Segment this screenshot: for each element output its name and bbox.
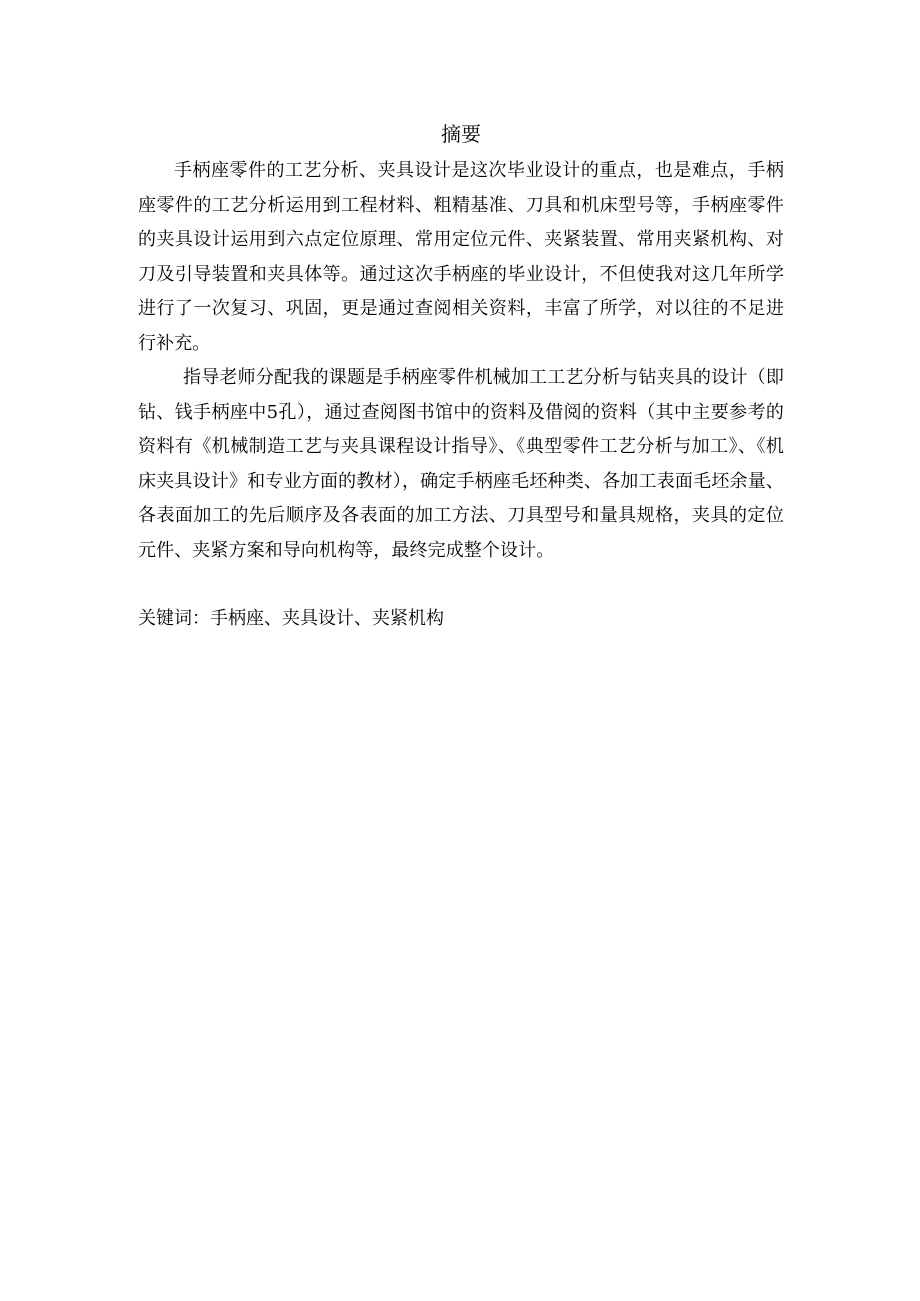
keywords-line: 关键词：手柄座、夹具设计、夹紧机构 [138, 608, 444, 629]
abstract-paragraph-1: 手柄座零件的工艺分析、夹具设计是这次毕业设计的重点，也是难点，手柄座零件的工艺分析运用到工程材料、粗精基准、刀具和机床型号等，手柄座零件的夹具设计运用到六点定位原理、常用定位元件、夹紧装置、常用夹紧机构、对刀及引导装置和夹具体等。通过这次手柄座的毕业设计，不但使我对这几年所学进行了一次复习、巩固，更是通过查阅相关资料，丰富了所学，对以往的不足进行补充。 [138, 160, 784, 354]
abstract-section [138, 118, 784, 637]
abstract-paragraph-2: 指导老师分配我的课题是手柄座零件机械加工工艺分析与钻夹具的设计（即钻、钱手柄座中5孔），通过查阅图书馆中的资料及借阅的资料（其中主要参考的资料有《机械制造工艺与夹具课程设计指导》、《典型零件工艺分析与加工》、《机床夹具设计》和专业方面的教材），确定手柄座毛坯种类、各加工表面毛坯余量、各表面加工的先后顺序及各表面的加工方法、刀具型号和量具规格，夹具的定位元件、夹紧方案和导向机构等，最终完成整个设计。 [138, 367, 784, 561]
abstract-title: 摘要 [441, 122, 481, 146]
